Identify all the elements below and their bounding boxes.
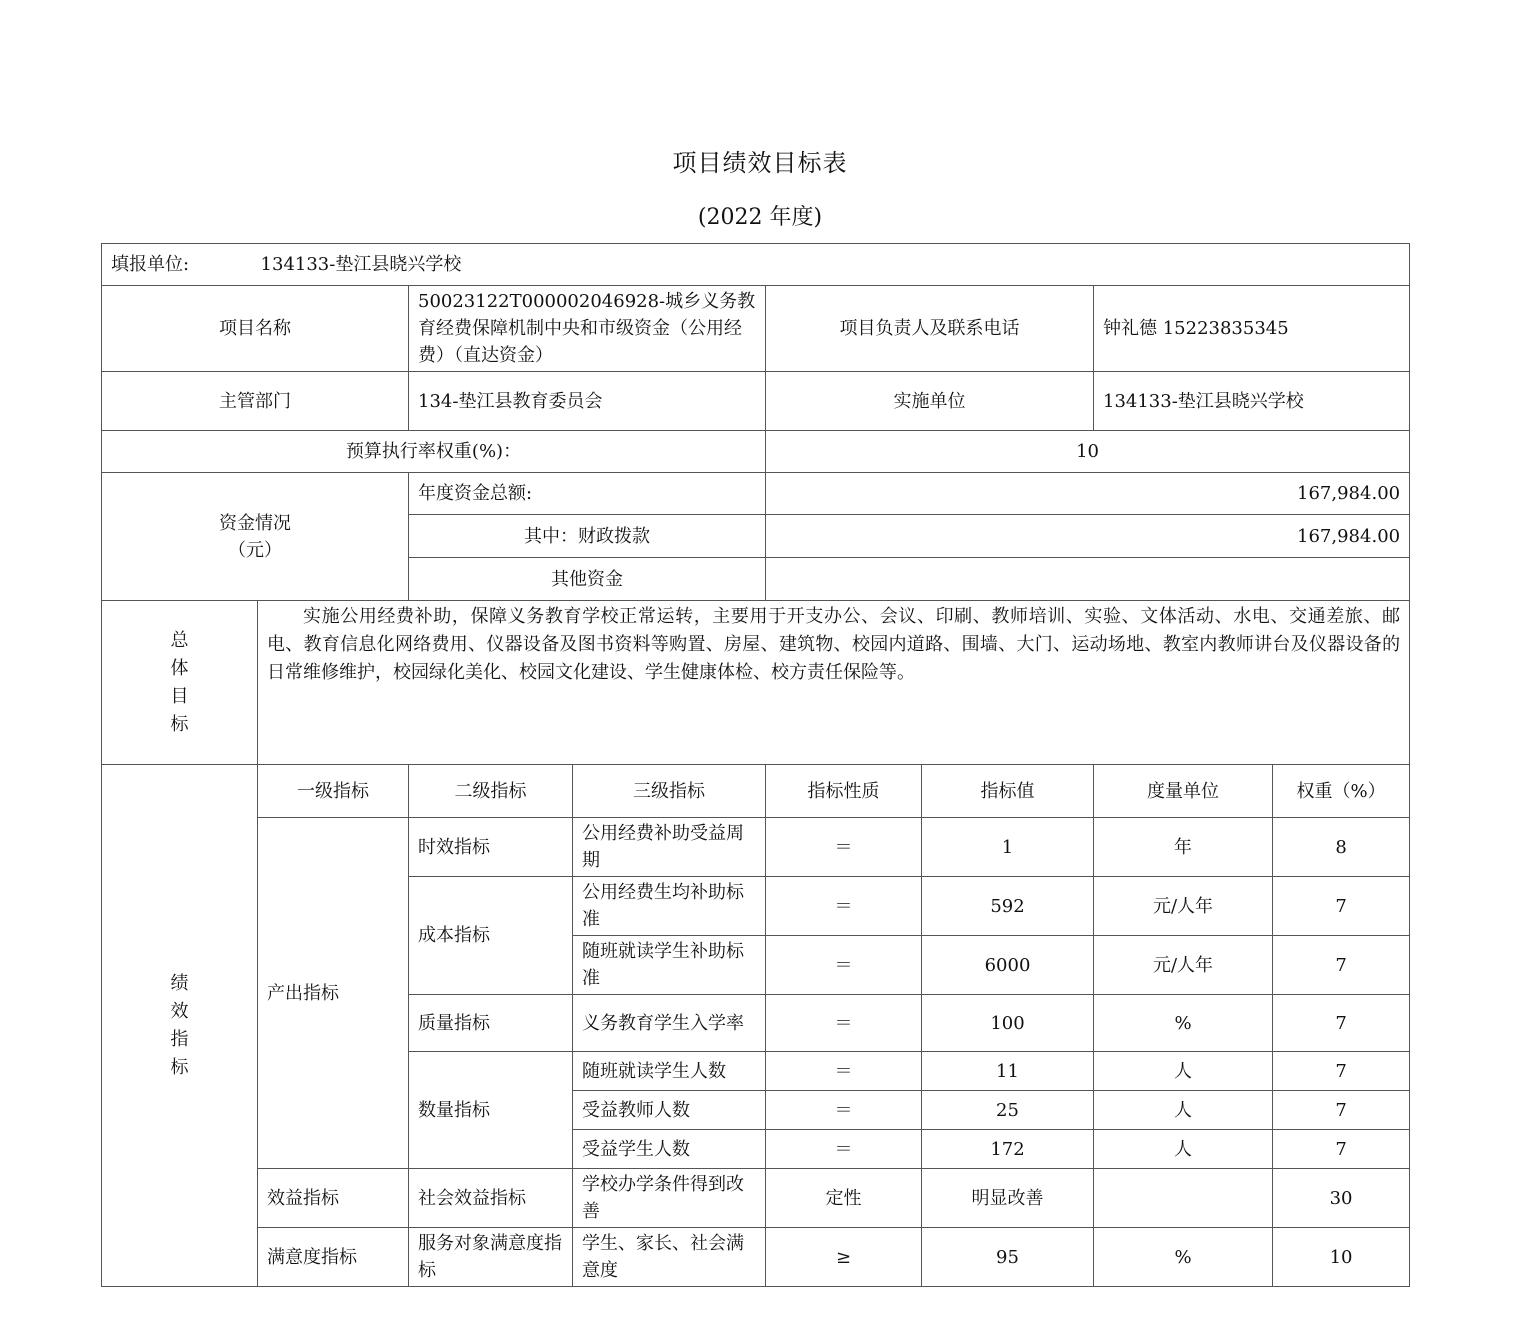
indicator-nature: ＝	[766, 1052, 922, 1091]
level3-name: 受益学生人数	[573, 1130, 766, 1169]
indicator-unit	[1094, 1169, 1273, 1228]
level3-name: 随班就读学生补助标准	[573, 936, 766, 995]
indicator-unit: 年	[1094, 818, 1273, 877]
performance-target-table	[101, 243, 1410, 1287]
table-row	[102, 1228, 1410, 1287]
level2-timeliness: 时效指标	[409, 818, 573, 877]
indicator-unit: %	[1094, 1228, 1273, 1287]
indicator-unit: 人	[1094, 1091, 1273, 1130]
indicator-weight: 7	[1273, 1052, 1410, 1091]
budget-rate-label: 预算执行率权重(%)：	[102, 431, 766, 473]
level2-social-benefit: 社会效益指标	[409, 1169, 573, 1228]
reporting-unit-cell	[102, 244, 1410, 286]
funds-other-value	[766, 558, 1410, 601]
overall-goal-text: 实施公用经费补助，保障义务教育学校正常运转，主要用于开支办公、会议、印刷、教师培训、实验、文体活动、水电、交通差旅、邮电、教育信息化网络费用、仪器设备及图书资料等购置、房屋、建筑物、校园内道路、围墙、大门、运动场地、教室内教师讲台及仪器设备的日常维修维护，校园绿化美化、校园文化建设、学生健康体检、校方责任保险等。	[258, 601, 1410, 765]
header-weight: 权重（%）	[1273, 765, 1410, 818]
level3-name: 随班就读学生人数	[573, 1052, 766, 1091]
indicator-unit: 人	[1094, 1130, 1273, 1169]
indicator-unit: 元/人年	[1094, 936, 1273, 995]
funds-other-label: 其他资金	[409, 558, 766, 601]
header-level2: 二级指标	[409, 765, 573, 818]
table-row	[102, 1169, 1410, 1228]
performance-indicators-label: 绩 效 指 标	[102, 765, 258, 1287]
indicator-weight: 8	[1273, 818, 1410, 877]
level2-quantity: 数量指标	[409, 1052, 573, 1169]
indicator-unit: %	[1094, 995, 1273, 1052]
reporting-unit-value: 134133-垫江县晓兴学校	[260, 254, 462, 275]
level3-name: 学生、家长、社会满意度	[573, 1228, 766, 1287]
funds-total-label: 年度资金总额:	[409, 473, 766, 515]
level1-benefit: 效益指标	[258, 1169, 409, 1228]
project-leader-label: 项目负责人及联系电话	[766, 286, 1094, 372]
indicator-value: 1	[922, 818, 1094, 877]
indicator-nature: ＝	[766, 1091, 922, 1130]
indicator-value: 6000	[922, 936, 1094, 995]
page-title: 项目绩效目标表	[672, 149, 848, 177]
indicator-value: 100	[922, 995, 1094, 1052]
project-leader-value: 钟礼德 15223835345	[1094, 286, 1410, 372]
indicator-value: 95	[922, 1228, 1094, 1287]
indicator-weight: 7	[1273, 877, 1410, 936]
indicator-nature: ＝	[766, 995, 922, 1052]
funds-fiscal-value: 167,984.00	[766, 515, 1410, 558]
project-name-value: 50023122T000002046928-城乡义务教育经费保障机制中央和市级资金（公用经费）（直达资金）	[409, 286, 766, 372]
level3-name: 学校办学条件得到改善	[573, 1169, 766, 1228]
level3-name: 公用经费补助受益周期	[573, 818, 766, 877]
reporting-unit-label: 填报单位:	[111, 254, 190, 275]
indicator-unit: 人	[1094, 1052, 1273, 1091]
impl-unit-label: 实施单位	[766, 372, 1094, 431]
indicator-weight: 30	[1273, 1169, 1410, 1228]
indicator-nature: ＝	[766, 818, 922, 877]
impl-unit-value: 134133-垫江县晓兴学校	[1094, 372, 1410, 431]
header-value: 指标值	[922, 765, 1094, 818]
level2-service-satisfaction: 服务对象满意度指标	[409, 1228, 573, 1287]
funds-fiscal-label: 其中：财政拨款	[409, 515, 766, 558]
indicator-value: 172	[922, 1130, 1094, 1169]
funds-label	[102, 473, 409, 601]
page-subtitle-year: (2022 年度)	[697, 205, 823, 230]
header-unit: 度量单位	[1094, 765, 1273, 818]
level2-cost: 成本指标	[409, 877, 573, 995]
indicator-nature: ＝	[766, 936, 922, 995]
budget-rate-value: 10	[766, 431, 1410, 473]
overall-goal-label: 总 体 目 标	[102, 601, 258, 765]
dept-label: 主管部门	[102, 372, 409, 431]
header-level1: 一级指标	[258, 765, 409, 818]
level1-satisfaction: 满意度指标	[258, 1228, 409, 1287]
project-name-label: 项目名称	[102, 286, 409, 372]
table-row	[102, 818, 1410, 877]
indicator-weight: 7	[1273, 936, 1410, 995]
dept-value: 134-垫江县教育委员会	[409, 372, 766, 431]
indicator-nature: 定性	[766, 1169, 922, 1228]
level3-name: 义务教育学生入学率	[573, 995, 766, 1052]
indicator-nature: ＝	[766, 1130, 922, 1169]
indicator-weight: 10	[1273, 1228, 1410, 1287]
indicator-nature: ＝	[766, 877, 922, 936]
level1-output: 产出指标	[258, 818, 409, 1169]
indicator-nature: ≥	[766, 1228, 922, 1287]
indicator-weight: 7	[1273, 1091, 1410, 1130]
indicator-value: 11	[922, 1052, 1094, 1091]
indicator-unit: 元/人年	[1094, 877, 1273, 936]
indicator-value: 25	[922, 1091, 1094, 1130]
funds-label-line1: 资金情况	[219, 512, 291, 534]
level2-quality: 质量指标	[409, 995, 573, 1052]
funds-label-line2: （元）	[228, 539, 282, 561]
header-level3: 三级指标	[573, 765, 766, 818]
level3-name: 公用经费生均补助标准	[573, 877, 766, 936]
funds-total-value: 167,984.00	[766, 473, 1410, 515]
indicator-value: 明显改善	[922, 1169, 1094, 1228]
indicator-weight: 7	[1273, 995, 1410, 1052]
indicator-weight: 7	[1273, 1130, 1410, 1169]
indicator-value: 592	[922, 877, 1094, 936]
header-nature: 指标性质	[766, 765, 922, 818]
level3-name: 受益教师人数	[573, 1091, 766, 1130]
